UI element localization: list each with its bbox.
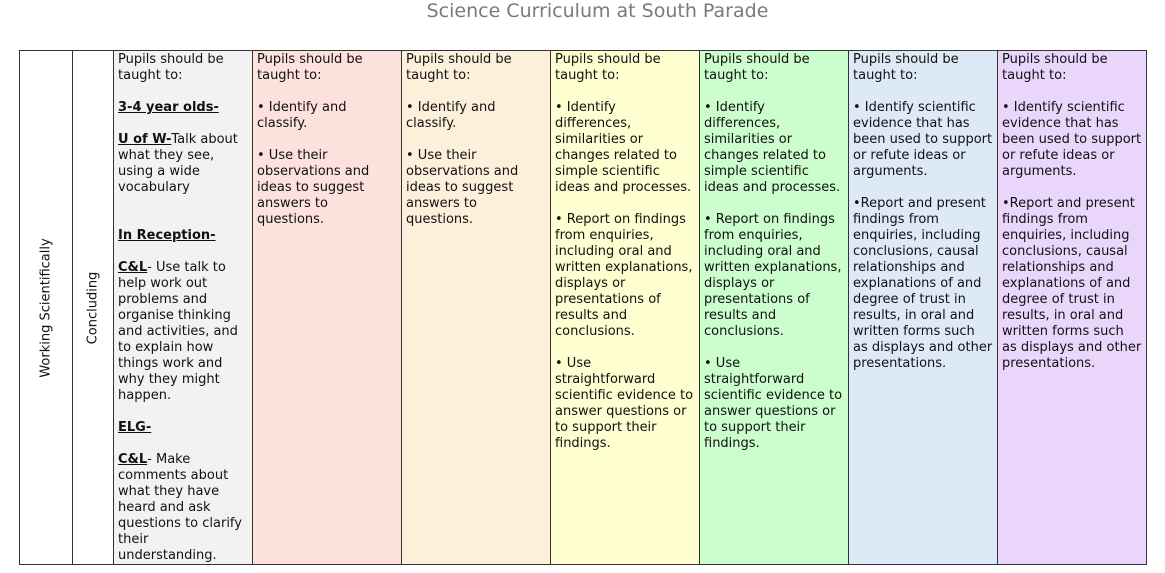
list-item: • Identify differences, similarities or changes related to simple scientific ideas and processes. xyxy=(704,100,841,195)
list-item: • Use their observations and ideas to suggest answers to questions. xyxy=(406,148,519,227)
eyfs-cell xyxy=(114,51,253,565)
block-heading: U of W- xyxy=(118,132,172,147)
year-3-cell xyxy=(551,51,700,565)
list-item: •Report and present findings from enquiries, including conclusions, causal relationships and explanations of and degree of trust in results, in oral and written forms such as displays and other presentations. xyxy=(1002,196,1142,371)
block-heading: 3-4 year olds- xyxy=(118,100,219,115)
year-6-cell xyxy=(998,51,1147,565)
block-heading: ELG- xyxy=(118,420,152,435)
list-item: • Use straightforward scientific evidence to answer questions or to support their findings. xyxy=(704,356,843,451)
list-item: • Identify differences, similarities or changes related to simple scientific ideas and processes. xyxy=(555,100,692,195)
cell-intro: Pupils should be taught to: xyxy=(704,52,810,83)
list-item: • Identify scientific evidence that has been used to support or refute ideas or arguments. xyxy=(1002,100,1142,179)
cell-intro: Pupils should be taught to: xyxy=(118,52,224,83)
table-row xyxy=(20,51,1147,565)
sub-strand-label: Concluding xyxy=(85,271,101,344)
sub-strand-cell xyxy=(73,51,114,565)
block-text: - Make comments about what they have heard and ask questions to clarify their understanding. xyxy=(118,452,242,563)
list-item: • Use their observations and ideas to suggest answers to questions. xyxy=(257,148,370,227)
cell-intro: Pupils should be taught to: xyxy=(406,52,512,83)
year-1-cell xyxy=(253,51,402,565)
year-4-cell xyxy=(700,51,849,565)
list-item: • Use straightforward scientific evidence to answer questions or to support their findings. xyxy=(555,356,694,451)
list-item: • Identify and classify. xyxy=(406,100,496,131)
year-5-cell xyxy=(849,51,998,565)
block-heading: In Reception- xyxy=(118,228,216,243)
block-heading: C&L xyxy=(118,260,148,275)
cell-intro: Pupils should be taught to: xyxy=(853,52,959,83)
curriculum-table xyxy=(19,50,1147,565)
list-item: •Report and present findings from enquiries, including conclusions, causal relationships and explanations of and degree of trust in results, in oral and written forms such as displays and other presentations. xyxy=(853,196,993,371)
block-text: - Use talk to help work out problems and organise thinking and activities, and to explain how things work and why they might happen. xyxy=(118,260,238,403)
list-item: • Identify scientific evidence that has been used to support or refute ideas or arguments. xyxy=(853,100,993,179)
list-item: • Identify and classify. xyxy=(257,100,347,131)
block-text: Talk about what they see, using a wide vocabulary xyxy=(118,132,238,195)
block-heading: C&L xyxy=(118,452,148,467)
strand-label: Working Scientifically xyxy=(38,237,54,378)
cell-intro: Pupils should be taught to: xyxy=(555,52,661,83)
cell-intro: Pupils should be taught to: xyxy=(1002,52,1108,83)
page-title: Science Curriculum at South Parade xyxy=(426,0,769,22)
cell-intro: Pupils should be taught to: xyxy=(257,52,363,83)
list-item: • Report on findings from enquiries, including oral and written explanations, displays or presentations of results and conclusions. xyxy=(704,212,842,339)
list-item: • Report on findings from enquiries, including oral and written explanations, displays or presentations of results and conclusions. xyxy=(555,212,693,339)
year-2-cell xyxy=(402,51,551,565)
strand-cell xyxy=(20,51,73,565)
